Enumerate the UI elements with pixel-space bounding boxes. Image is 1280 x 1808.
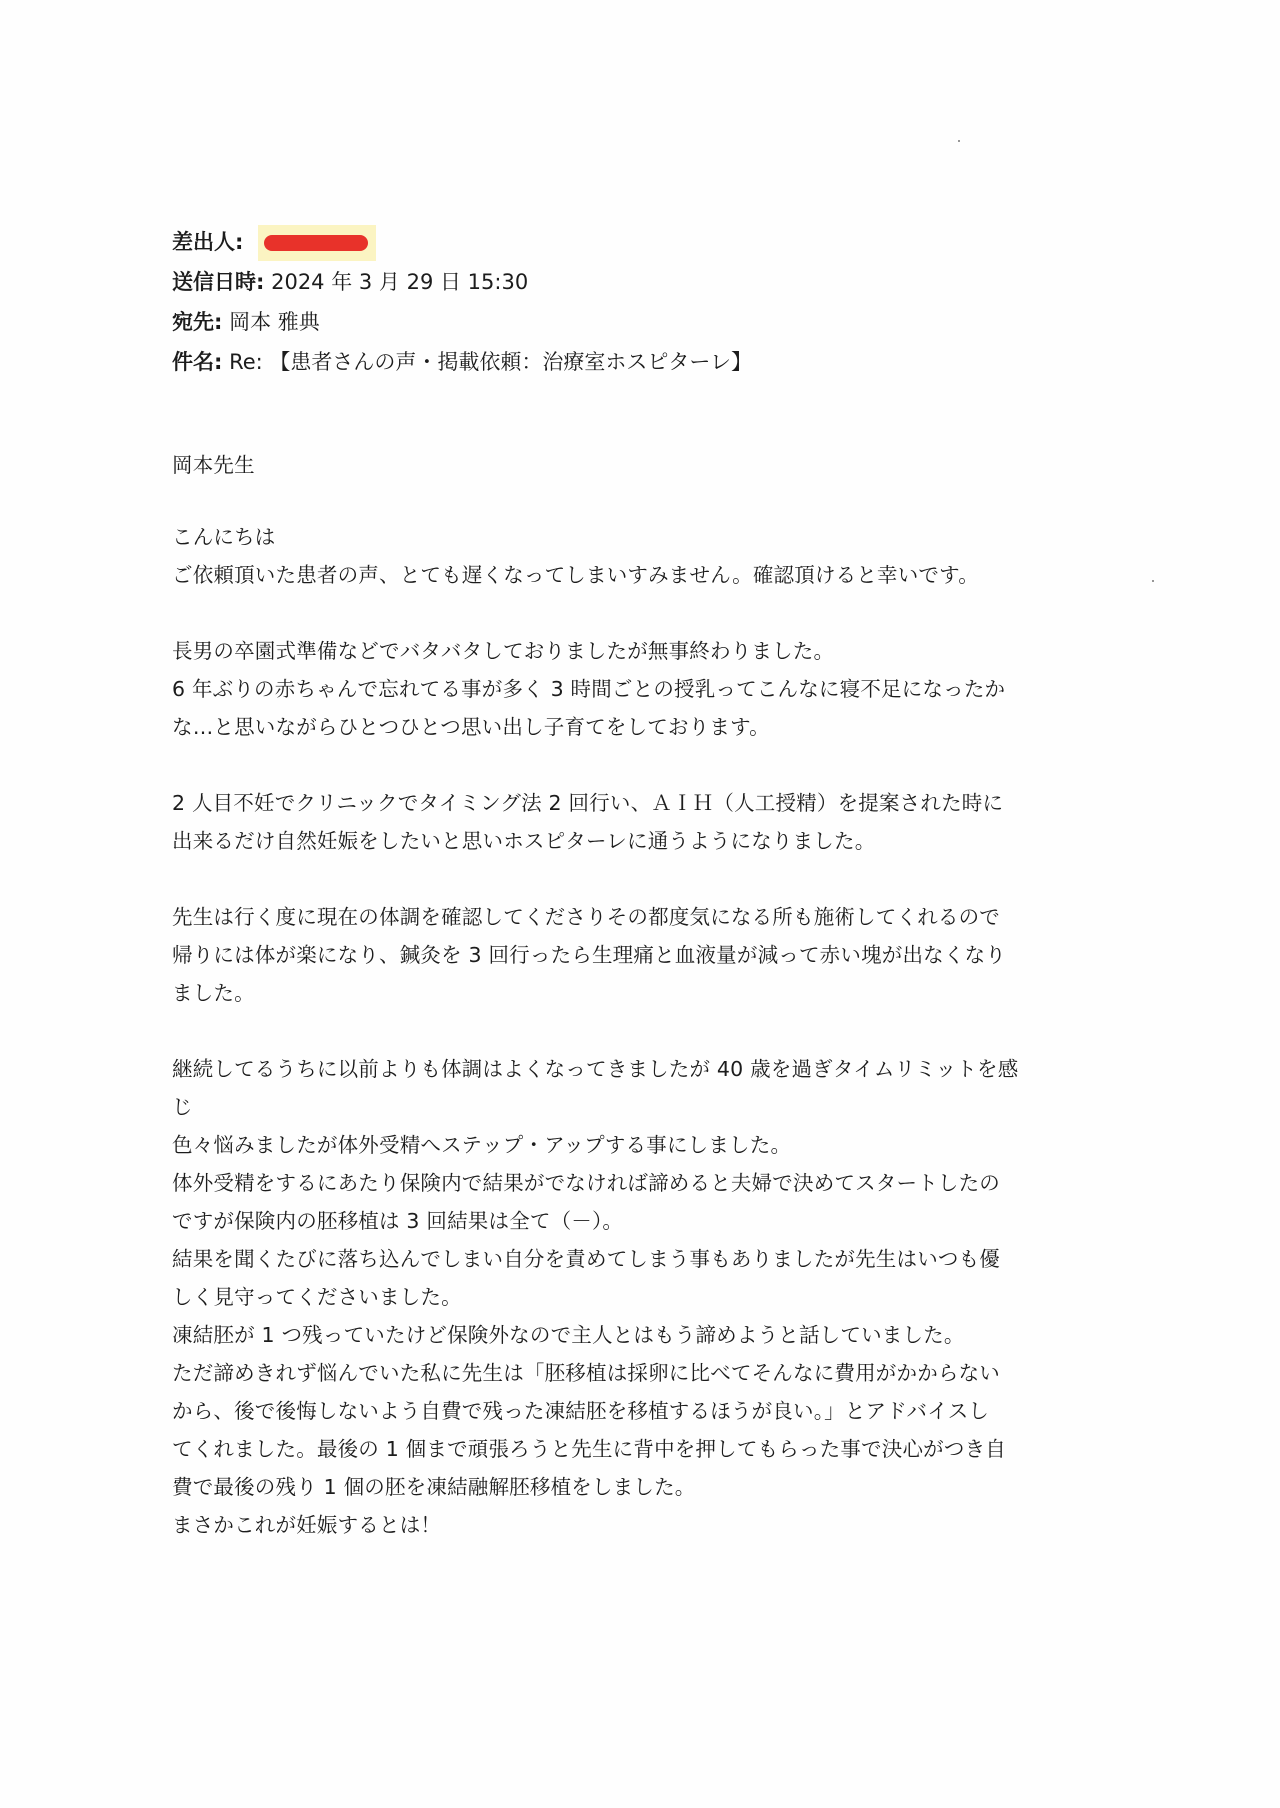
email-header — [172, 222, 1112, 382]
text-line: ですが保険内の胚移植は 3 回結果は全て（－）。 — [172, 1209, 624, 1233]
text-line: 費で最後の残り 1 個の胚を凍結融解胚移植をしました。 — [172, 1475, 696, 1499]
scan-speck — [958, 140, 960, 142]
text-line: 帰りには体が楽になり、鍼灸を 3 回行ったら生理痛と血液量が減って赤い塊が出なくなり — [172, 943, 1006, 967]
to-value: 岡本 雅典 — [229, 310, 320, 334]
text-line: 長男の卒園式準備などでバタバタしておりましたが無事終わりました。 — [172, 639, 835, 663]
redacted-sender — [258, 225, 376, 261]
sent-value: 2024 年 3 月 29 日 15:30 — [271, 270, 529, 294]
text-line: から、後で後悔しないよう自費で残った凍結胚を移植するほうが良い。」とアドバイスし — [172, 1399, 990, 1423]
text-line: 6 年ぶりの赤ちゃんで忘れてる事が多く 3 時間ごとの授乳ってこんなに寝不足になったか — [172, 677, 1006, 701]
text-line: ご依頼頂いた患者の声、とても遅くなってしまいすみません。確認頂けると幸いです。 — [172, 563, 979, 587]
subject-label: 件名: — [172, 350, 223, 374]
to-line — [172, 302, 1112, 342]
text-line: 凍結胚が 1 つ残っていたけど保険外なので主人とはもう諦めようと話していました。 — [172, 1323, 965, 1347]
subject-line — [172, 342, 1112, 382]
text-line: 継続してるうちに以前よりも体調はよくなってきましたが 40 歳を過ぎタイムリミットを感 — [172, 1057, 1019, 1081]
text-line: 岡本先生 — [172, 453, 255, 477]
letter-paragraph — [172, 784, 1092, 860]
text-line: 体外受精をするにあたり保険内で結果がでなければ諦めると夫婦で決めてスタートしたの — [172, 1171, 1000, 1195]
text-line: じ — [172, 1095, 193, 1119]
letter-body — [172, 446, 1092, 1582]
sent-line — [172, 262, 1112, 302]
text-line: 結果を聞くたびに落ち込んでしまい自分を責めてしまう事もありましたが先生はいつも優 — [172, 1247, 1000, 1271]
text-line: 2 人目不妊でクリニックでタイミング法 2 回行い、ＡＩＨ（人工授精）を提案された時に — [172, 791, 1004, 815]
text-line: しく見守ってくださいました。 — [172, 1285, 462, 1309]
sent-label: 送信日時: — [172, 270, 265, 294]
sender-line — [172, 222, 1112, 262]
letter-paragraph — [172, 898, 1092, 1012]
text-line: こんにちは — [172, 525, 276, 549]
to-label: 宛先: — [172, 310, 223, 334]
letter-paragraph — [172, 1050, 1092, 1544]
letter-paragraph — [172, 518, 1092, 594]
subject-value: Re: 【患者さんの声・掲載依頼：治療室ホスピターレ】 — [229, 350, 752, 374]
text-line: てくれました。最後の 1 個まで頑張ろうと先生に背中を押してもらった事で決心がつき自 — [172, 1437, 1006, 1461]
text-line: 先生は行く度に現在の体調を確認してくださりその都度気になる所も施術してくれるので — [172, 905, 1000, 929]
text-line: な…と思いながらひとつひとつ思い出し子育てをしております。 — [172, 715, 770, 739]
sender-label: 差出人: — [172, 230, 244, 254]
text-line: 出来るだけ自然妊娠をしたいと思いホスピターレに通うようになりました。 — [172, 829, 876, 853]
text-line: まさかこれが妊娠するとは！ — [172, 1513, 442, 1537]
red-marker-scribble — [264, 235, 368, 251]
text-line: ました。 — [172, 981, 255, 1005]
scan-speck — [1152, 580, 1154, 582]
text-line: ただ諦めきれず悩んでいた私に先生は「胚移植は採卵に比べてそんなに費用がかからない — [172, 1361, 1000, 1385]
text-line: 色々悩みましたが体外受精へステップ・アップする事にしました。 — [172, 1133, 792, 1157]
letter-paragraph — [172, 632, 1092, 746]
letter-paragraph — [172, 446, 1092, 484]
